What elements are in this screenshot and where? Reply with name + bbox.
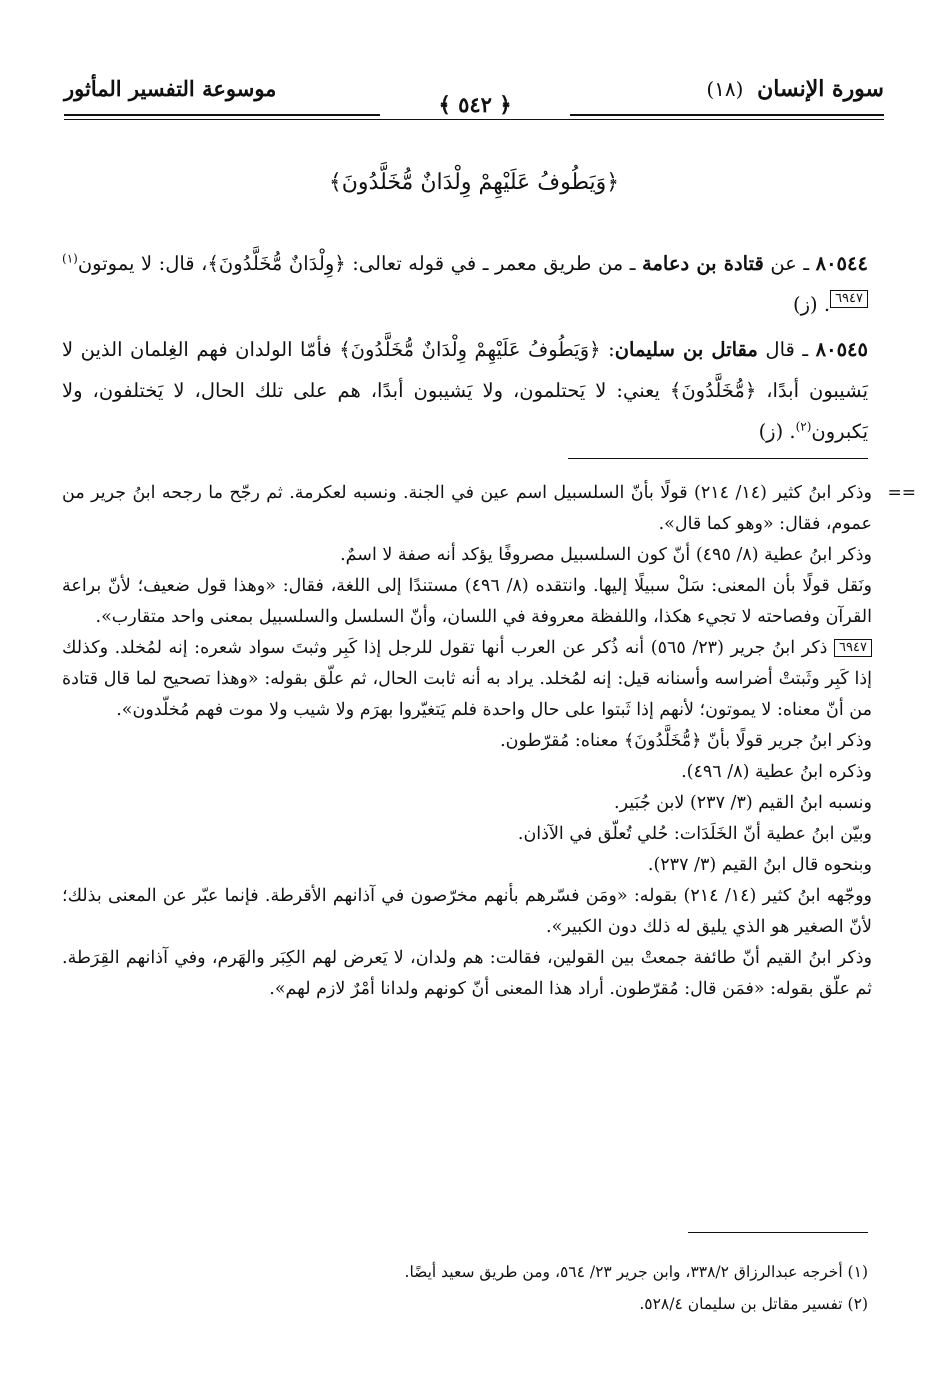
footnotes: [62, 1256, 868, 1320]
note-box-label: ٦٩٤٧: [834, 639, 872, 657]
header-surah-name: سورة الإنسان: [757, 76, 884, 102]
note-line: ونَقل قولًا بأن المعنى: سَلْ سبيلًا إليها. وانتقده (٨/ ٤٩٦) مستندًا إلى اللغة، فقال: «وهذا قول ضعيف؛ لأنّ براعة القرآن وفصاحته لا تجيء هكذا، واللفظة معروفة في اللسان، وأنّ السلسل والسلسبيل بمعنى واحد متقارب».: [62, 576, 872, 627]
ayah-heading: ﴿وَيَطُوفُ عَلَيْهِمْ وِلْدَانٌ مُّخَلَّدُونَ﴾: [328, 170, 620, 195]
note-line: وبيّن ابنُ عطية أنّ الخَلَدَات: حُلي تُعلّق في الآذان.: [517, 824, 872, 844]
note-line: وذكر ابنُ كثير (١٤/ ٢١٤) قولًا بأنّ السلسبيل اسم عين في الجنة. ونسبه لعكرمة. ثم رجّح ما رجحه ابنُ جرير من عموم، فقال: «وهو كما قال».: [62, 483, 872, 534]
note-line: وذكره ابنُ عطية (٨/ ٤٩٦).: [681, 762, 872, 782]
entry-tail: . (ز): [758, 420, 796, 443]
footnote-ref[interactable]: (٢): [795, 419, 812, 434]
continuation-mark: ==: [887, 483, 916, 503]
note-line: وذكر ابنُ عطية (٨/ ٤٩٥) أنّ كون السلسبيل مصروفًا يؤكد أنه صفة لا اسمٌ.: [340, 545, 872, 565]
note-line: وبنحوه قال ابنُ القيم (٣/ ٢٣٧).: [647, 855, 872, 875]
entry-narrator: مقاتل بن سليمان: [614, 338, 758, 361]
page-number: ﴿ ٥٤٢ ﴾: [380, 92, 570, 117]
footnote-separator: [688, 1232, 868, 1233]
entry-lead: ـ عن: [763, 252, 816, 275]
note-line: وذكر ابنُ القيم أنّ طائفة جمعتْ بين القولين، فقالت: هم ولدان، لا يَعرض لهم الكِبَر والهَرم، وفي آذانهم القِرَطة. ثم علّق بقوله: «فمَن قال: مُقرّطون. أراد هذا المعنى أنّ كونهم ولدانا أمْرٌ لازم لهم».: [62, 948, 872, 999]
notes-separator: [568, 458, 868, 459]
entry-tail: . (ز): [793, 293, 831, 316]
footnote-ref[interactable]: (١): [62, 251, 78, 266]
header-surah-number: (١٨): [706, 77, 744, 101]
note-box-ref[interactable]: ٦٩٤٧: [830, 290, 868, 308]
note-line: ونسبه ابنُ القيم (٣/ ٢٣٧) لابن جُبَير.: [614, 793, 872, 813]
header-rule-thin: [64, 119, 884, 120]
entry: [62, 243, 868, 325]
entry-number: ٨٠٥٤٥: [815, 338, 869, 361]
footnote: (٢) تفسير مقاتل بن سليمان ٥٢٨/٤.: [639, 1295, 868, 1313]
entry-narrator: قتادة بن دعامة: [642, 252, 764, 275]
note-line: وذكر ابنُ جرير قولًا بأنّ ﴿مُّخَلَّدُونَ﴾ معناه: مُقرّطون.: [500, 731, 872, 751]
header-surah: [706, 76, 884, 102]
note-line: ووجّهه ابنُ كثير (١٤/ ٢١٤) بقوله: «ومَن فسّرهم بأنهم مخرّصون في آذانهم الأقرطة. فإنما عبّر عن المعنى بذلك؛ لأنّ الصغير هو الذي يليق له ذلك دون الكبير».: [62, 886, 872, 937]
note-line: [62, 633, 872, 726]
commentary-notes: [62, 478, 916, 1005]
main-text: [62, 243, 868, 456]
entry-lead: ـ قال: [757, 338, 816, 361]
header-book-title: موسوعة التفسير المأثور: [64, 76, 277, 101]
footnote: (١) أخرجه عبدالرزاق ٣٣٨/٢، وابن جرير ٢٣/ ٥٦٤، ومن طريق سعيد أيضًا.: [404, 1263, 868, 1281]
entry: [62, 329, 868, 452]
entry-text: ـ من طريق معمر ـ في قوله تعالى: ﴿وِلْدَانٌ مُّخَلَّدُونَ﴾، قال: لا يموتون: [77, 252, 643, 275]
note-line-text: ذكر ابنُ جرير (٢٣/ ٥٦٥) أنه ذُكر عن العرب أنها تقول للرجل إذا كَبِر وثبتَ سواد شعره: إنه لمُخلد. وكذلك إذا كَبِر وثَبتتْ أضراسه وأسنانه قيل: إنه لمُخلد. يراد به أنه ثابت الحال، ثم علّق بقوله: «وهذا تصحيح لما قال قتادة من أنّ معناه: لا يموتون؛ لأنهم إذا ثَبتوا على حال واحدة فلم يَتغيّروا بهرَم ولا شيب ولا موت فهم مُخلّدون».: [62, 638, 872, 720]
entry-text: : ﴿وَيَطُوفُ عَلَيْهِمْ وِلْدَانٌ مُّخَلَّدُونَ﴾ فأمّا الولدان فهم الغِلمان الذين لا يَشيبون أبدًا، ﴿مُّخَلَّدُونَ﴾ يعني: لا يَحتلمون، ولا يَشيبون أبدًا، هم على تلك الحال، لا يَختلفون، ولا يَكبرون: [62, 338, 868, 443]
entry-number: ٨٠٥٤٤: [815, 252, 868, 275]
